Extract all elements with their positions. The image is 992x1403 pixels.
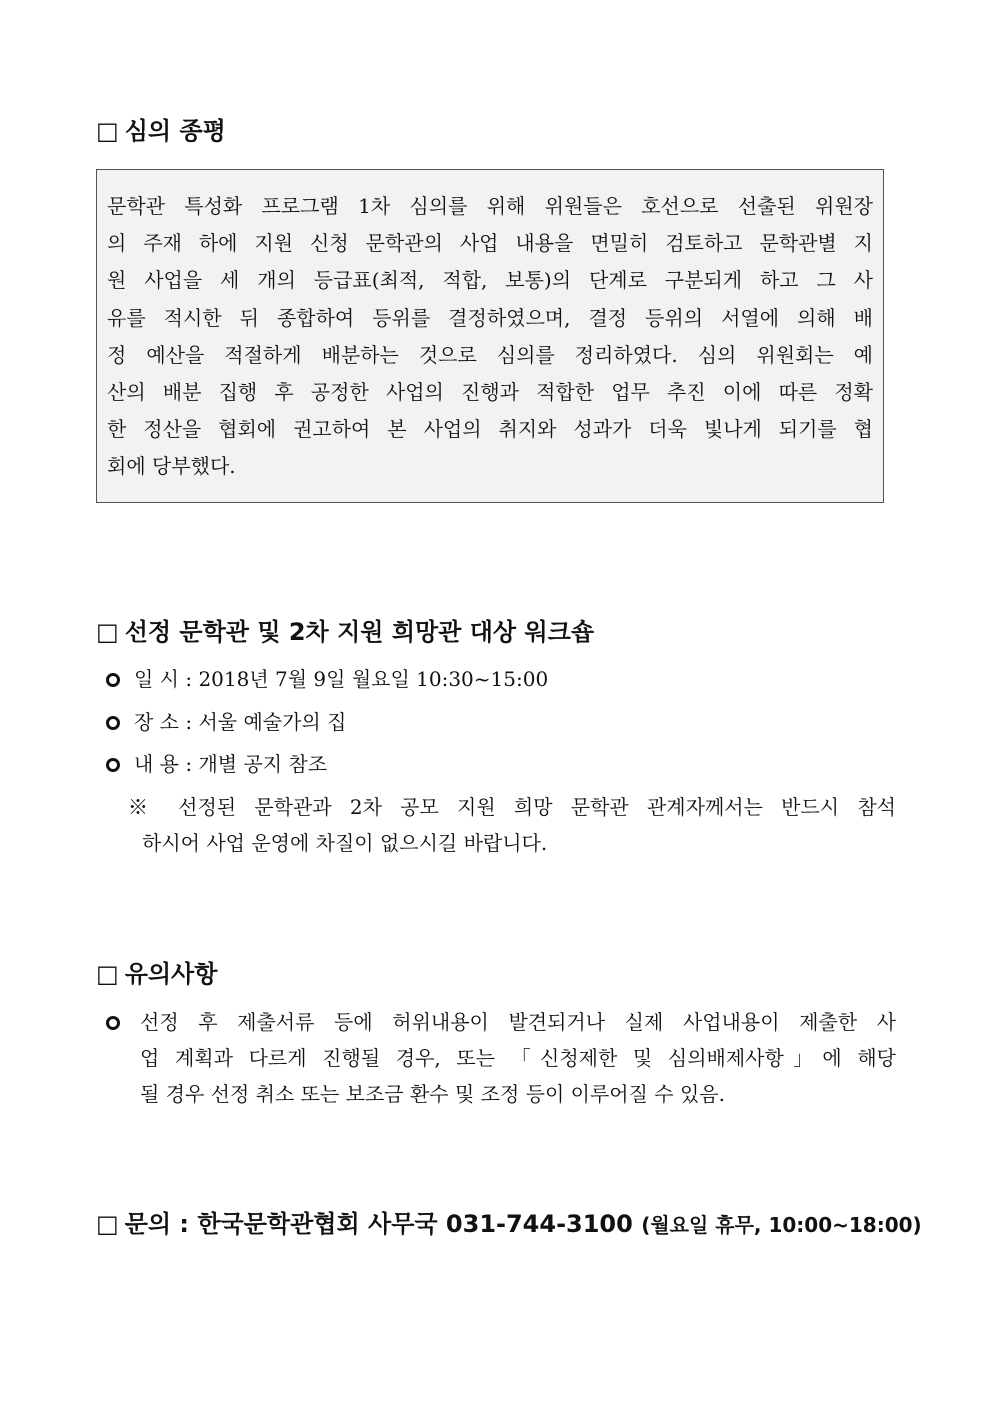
section-title: 심의 종평: [124, 117, 226, 145]
notice-line: 될 경우 선정 취소 또는 보조금 환수 및 조정 등이 이루어질 수 있음.: [140, 1082, 725, 1106]
circle-bullet-icon: [106, 758, 120, 772]
checkbox-square-icon: □: [96, 618, 119, 646]
summary-line: 회에 당부했다.: [107, 454, 236, 479]
summary-line: 의 주재 하에 지원 신청 문학관의 사업 내용을 면밀히 검토하고 문학관별 지: [107, 231, 873, 256]
summary-line: 한 정산을 협회에 권고하여 본 사업의 취지와 성과가 더욱 빛나게 되기를 협: [107, 417, 873, 442]
note-line: ※ 선정된 문학관과 2차 공모 지원 희망 문학관 관계자께서는 반드시 참석: [128, 795, 896, 819]
checkbox-square-icon: □: [96, 1210, 119, 1238]
notice-line: 업 계획과 다르게 진행될 경우, 또는 「신청제한 및 심의배제사항」에 해당: [140, 1046, 896, 1070]
summary-line: 문학관 특성화 프로그램 1차 심의를 위해 위원들은 호선으로 선출된 위원장: [107, 194, 873, 218]
checkbox-square-icon: □: [96, 960, 119, 988]
section-heading-review: [96, 116, 226, 146]
circle-bullet-icon: [106, 716, 120, 730]
workshop-note: [128, 789, 896, 861]
contact-title: 문의 : 한국문학관협회 사무국 031-744-3100: [124, 1210, 633, 1238]
summary-line: 유를 적시한 뒤 종합하여 등위를 결정하였으며, 결정 등위의 서열에 의해 배: [107, 305, 873, 330]
section-title: 선정 문학관 및 2차 지원 희망관 대상 워크숍: [124, 618, 595, 646]
item-text: 일 시 : 2018년 7월 9일 월요일 10:30~15:00: [134, 667, 549, 691]
list-item: [106, 746, 327, 782]
summary-line: 산의 배분 집행 후 공정한 사업의 진행과 적합한 업무 추진 이에 따른 정확: [107, 379, 873, 404]
summary-line: 원 사업을 세 개의 등급표(최적, 적합, 보통)의 단계로 구분되게 하고 그 사: [107, 268, 873, 293]
notice-line: 선정 후 제출서류 등에 허위내용이 발견되거나 실제 사업내용이 제출한 사: [140, 1010, 896, 1034]
section-heading-workshop: [96, 617, 594, 647]
item-text: 장 소 : 서울 예술가의 집: [134, 710, 347, 734]
contact-hours: (월요일 휴무, 10:00~18:00): [641, 1213, 922, 1237]
section-title: 유의사항: [124, 960, 218, 988]
list-item: [106, 661, 548, 697]
list-item: [106, 704, 346, 740]
section-heading-notice: [96, 959, 217, 989]
checkbox-square-icon: □: [96, 117, 119, 145]
summary-line: 정 예산을 적절하게 배분하는 것으로 심의를 정리하였다. 심의 위원회는 예: [107, 342, 873, 367]
circle-bullet-icon: [106, 1016, 120, 1030]
circle-bullet-icon: [106, 673, 120, 687]
notice-text: [140, 1004, 896, 1112]
review-summary-box: [96, 169, 884, 503]
note-line: 하시어 사업 운영에 차질이 없으시길 바랍니다.: [142, 831, 548, 855]
item-text: 내 용 : 개별 공지 참조: [134, 752, 328, 776]
section-heading-contact: [96, 1209, 922, 1240]
